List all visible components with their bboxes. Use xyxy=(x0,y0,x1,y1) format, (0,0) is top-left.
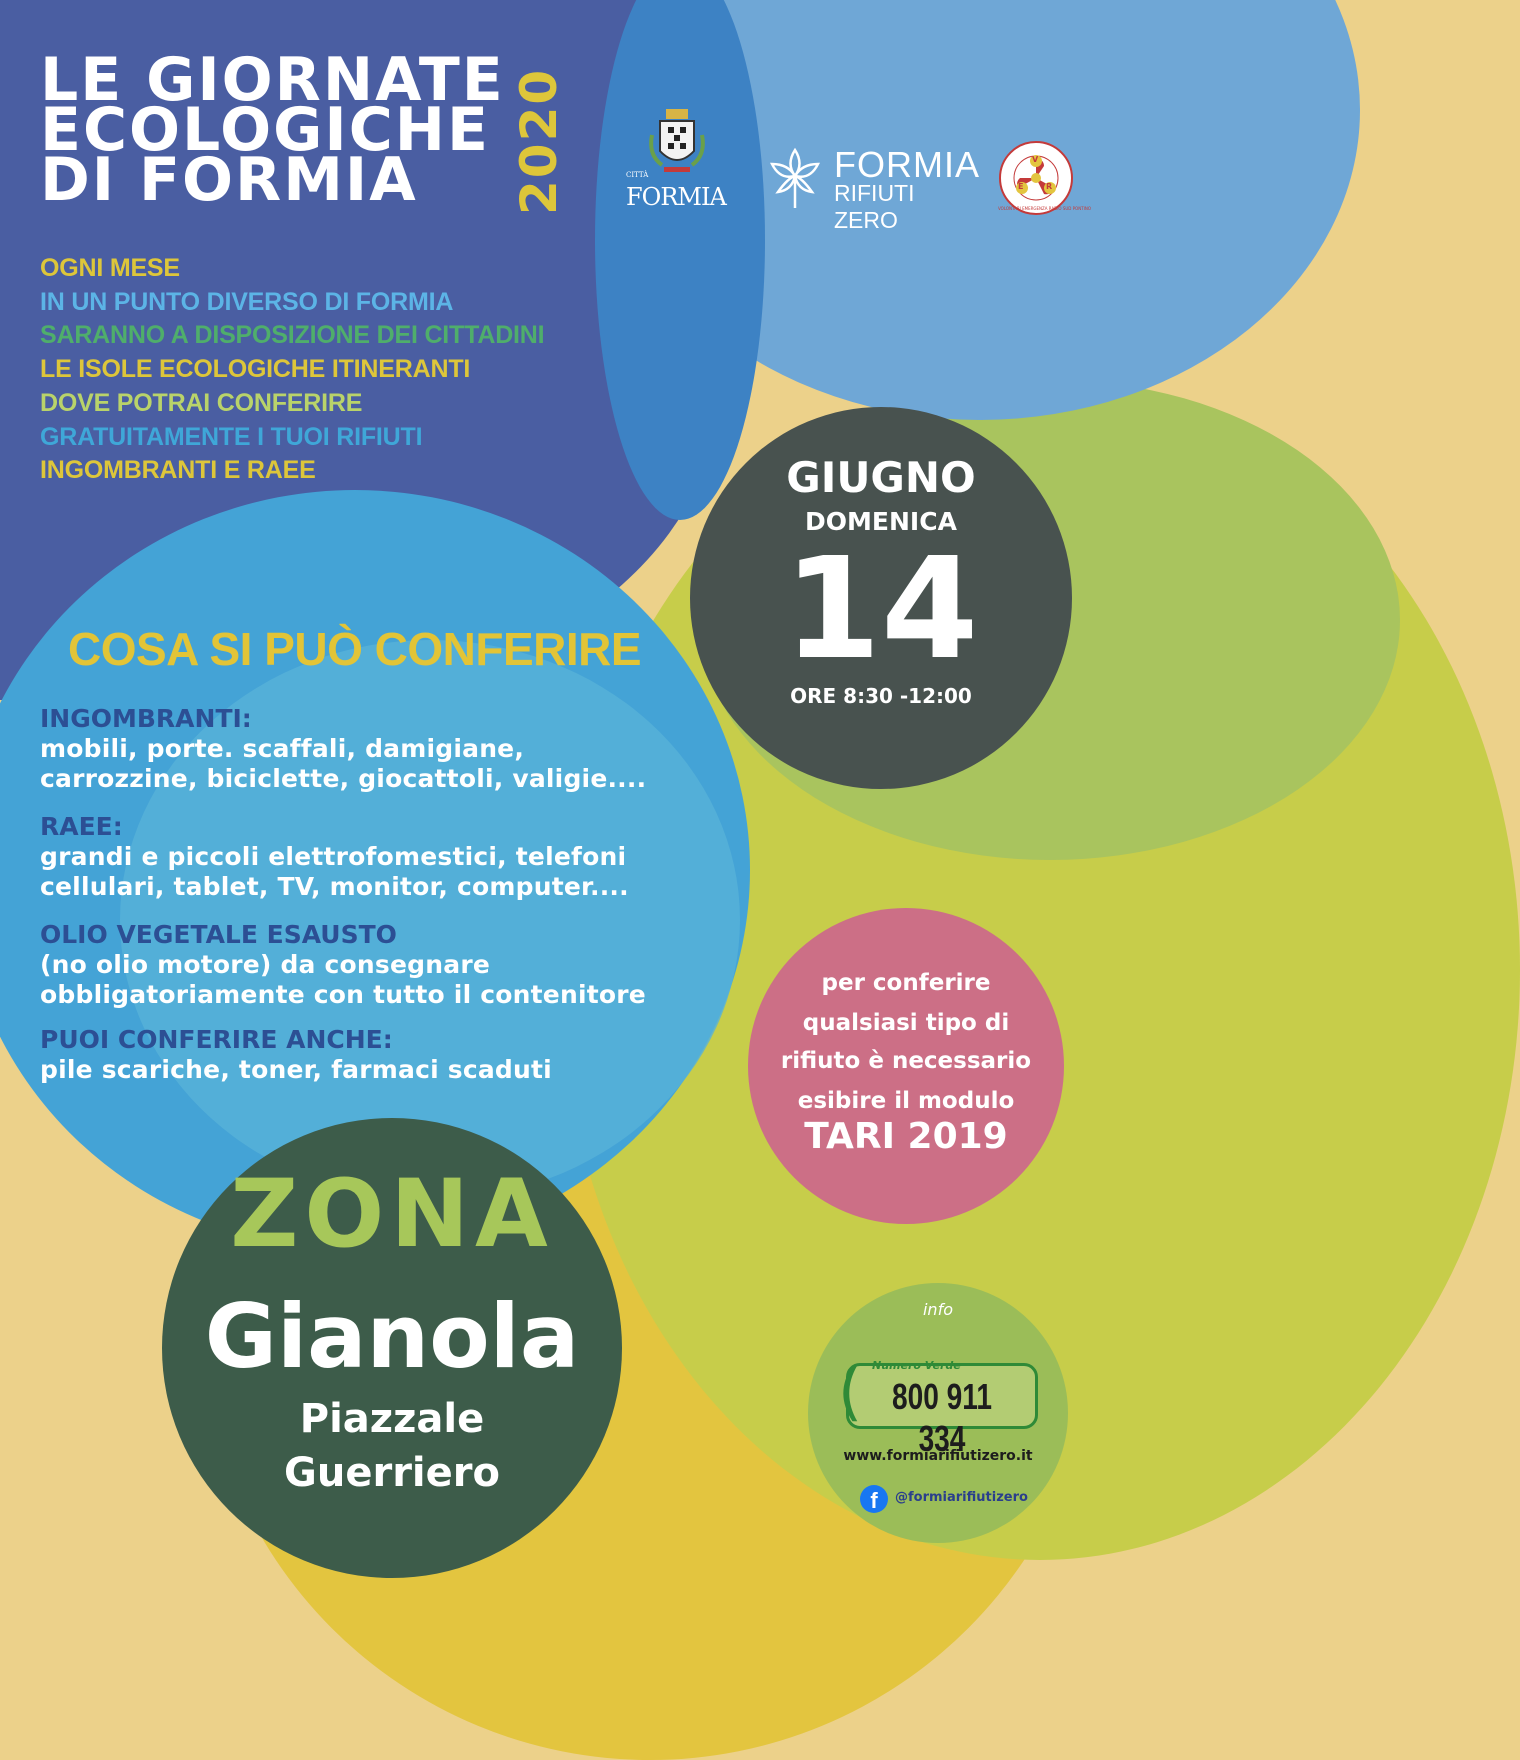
volontari-letter: E xyxy=(1018,182,1024,191)
category-heading: RAEE: xyxy=(40,812,123,841)
category-raee xyxy=(40,812,629,902)
page-title xyxy=(40,45,505,215)
category-text: carrozzine, biciclette, giocattoli, valigie.... xyxy=(40,764,647,793)
section-title: COSA SI PUÒ CONFERIRE xyxy=(68,623,642,675)
formia-rifiuti-zero-logo xyxy=(764,142,980,233)
intro-text xyxy=(40,252,544,488)
category-heading: PUOI CONFERIRE ANCHE: xyxy=(40,1025,393,1054)
category-text: mobili, porte. scaffali, damigiane, xyxy=(40,734,525,763)
date-month: GIUGNO xyxy=(786,453,976,502)
phone-label: Numero Verde xyxy=(872,1359,961,1372)
zona-label: ZONA xyxy=(230,1160,554,1269)
title-line: ECOLOGICHE xyxy=(40,95,490,165)
date-circle xyxy=(690,407,1072,789)
category-anche xyxy=(40,1025,552,1085)
city-label: FORMIA xyxy=(626,183,726,211)
flower-icon xyxy=(764,142,826,212)
title-line: LE GIORNATE xyxy=(40,45,505,115)
intro-line: OGNI MESE xyxy=(40,254,180,282)
intro-line: INGOMBRANTI E RAEE xyxy=(40,456,316,485)
info-label: info xyxy=(922,1300,953,1319)
city-small-label: CITTÀ xyxy=(626,171,649,179)
radio-emblem-icon xyxy=(998,140,1091,216)
intro-line: GRATUITAMENTE I TUOI RIFIUTI xyxy=(40,422,423,451)
category-text: (no olio motore) da consegnare xyxy=(40,950,491,979)
date-weekday: DOMENICA xyxy=(805,507,957,536)
category-text: grandi e piccoli elettrofomestici, telefoni xyxy=(40,842,627,871)
category-heading: OLIO VEGETALE ESAUSTO xyxy=(40,920,397,949)
phone-icon: ( xyxy=(838,1355,863,1428)
intro-line: DOVE POTRAI CONFERIRE xyxy=(40,388,363,417)
intro-line: LE ISOLE ECOLOGICHE ITINERANTI xyxy=(40,355,471,384)
category-heading: INGOMBRANTI: xyxy=(40,704,252,733)
rifiuti-top-label: FORMIA xyxy=(834,144,980,185)
notice-line: rifiuto è necessario xyxy=(780,1048,1032,1074)
facebook-handle[interactable]: @formiarifiutizero xyxy=(895,1490,1028,1505)
volontari-letter: V xyxy=(1032,155,1039,164)
zona-subline: Piazzale xyxy=(299,1396,485,1442)
notice-line: qualsiasi tipo di xyxy=(802,1010,1010,1036)
category-text: cellulari, tablet, TV, monitor, computer.... xyxy=(40,872,629,901)
notice-line: esibire il modulo xyxy=(797,1088,1015,1114)
website-link[interactable]: www.formiarifiutizero.it xyxy=(843,1448,1033,1464)
volontari-letter: R xyxy=(1046,182,1053,191)
zona-place: Gianola xyxy=(204,1285,580,1388)
date-hours: ORE 8:30 -12:00 xyxy=(790,684,972,708)
notice-line: per conferire xyxy=(821,970,991,996)
intro-line: IN UN PUNTO DIVERSO DI FORMIA xyxy=(40,287,454,316)
year-label: 2020 xyxy=(510,67,568,215)
notice-circle xyxy=(748,908,1064,1224)
facebook-icon[interactable]: f xyxy=(860,1485,888,1513)
phone-number[interactable]: 800 911 334 xyxy=(892,1376,992,1459)
category-text: obbligatoriamente con tutto il contenitore xyxy=(40,980,646,1009)
zona-subline: Guerriero xyxy=(284,1450,500,1496)
rifiuti-bottom-label: RIFIUTI ZERO xyxy=(834,180,915,233)
volontari-emergenza-radio-logo xyxy=(998,140,1091,216)
notice-emphasis: TARI 2019 xyxy=(804,1116,1008,1157)
title-line: DI FORMIA xyxy=(40,145,418,215)
city-of-formia-logo xyxy=(622,105,732,215)
category-olio xyxy=(40,920,646,1010)
category-text: pile scariche, toner, farmaci scaduti xyxy=(40,1055,552,1084)
date-day: 14 xyxy=(783,528,979,691)
intro-line: SARANNO A DISPOSIZIONE DEI CITTADINI xyxy=(40,321,545,350)
volontari-text: VOLONTARI EMERGENZA RADIO SUD PONTINO xyxy=(998,206,1091,211)
category-ingombranti xyxy=(40,704,646,794)
